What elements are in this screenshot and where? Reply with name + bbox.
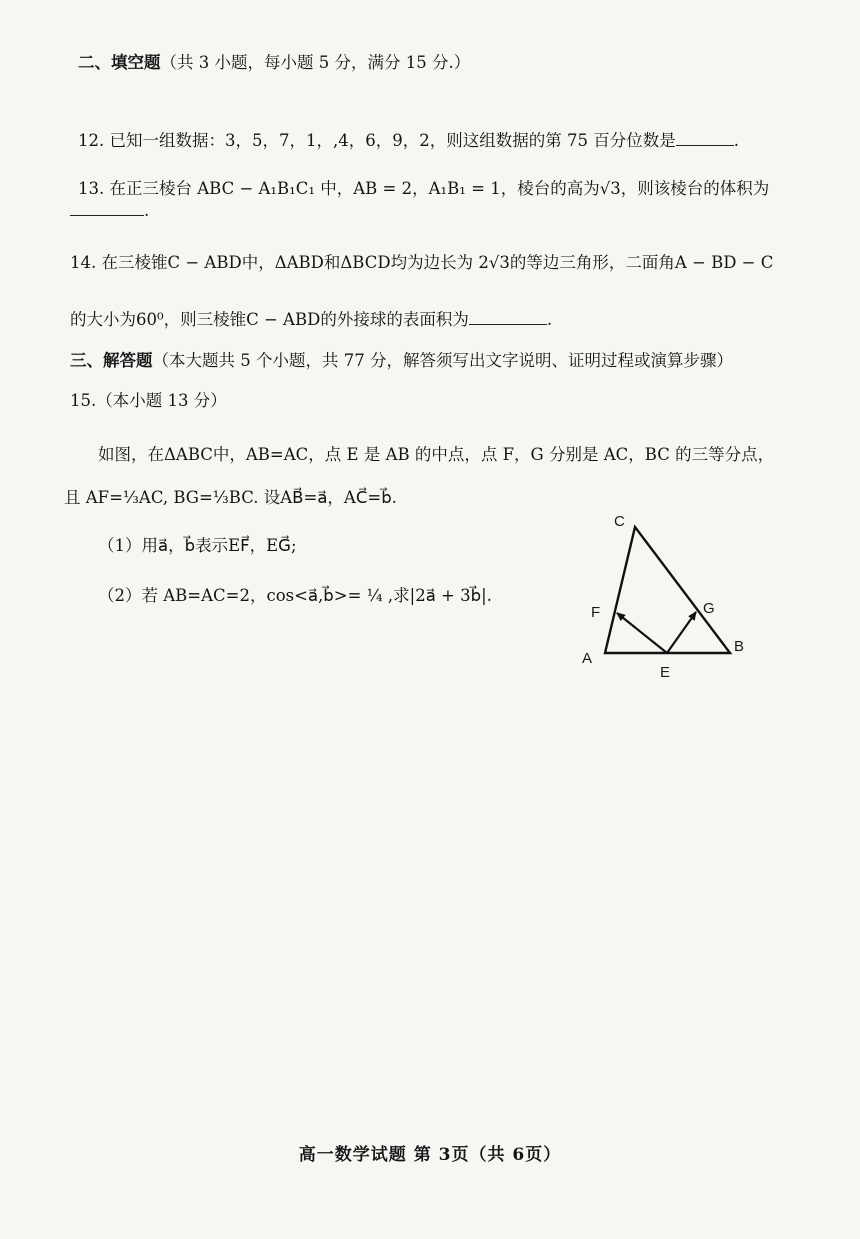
answer-blank[interactable] — [469, 310, 547, 325]
triangle-figure — [570, 505, 760, 685]
question-text: 13. 在正三棱台 ABC − A₁B₁C₁ 中，AB = 2，A₁B₁ = 1，棱台的高为√3，则该棱台的体积为 — [78, 179, 770, 198]
question-header: 15.（本小题 13 分） — [70, 391, 227, 410]
section-note: （本大题共 5 个小题，共 77 分，解答须写出文字说明、证明过程或演算步骤） — [152, 351, 733, 370]
question-12 — [78, 130, 739, 152]
section-solve — [70, 350, 733, 372]
question-text: 12. 已知一组数据：3，5，7，1，,4，6，9，2，则这组数据的第 75 百分位数是 — [78, 131, 676, 150]
question-text: 的大小为60⁰，则三棱锥C − ABD的外接球的表面积为 — [70, 310, 469, 329]
section-note: （共 3 小题，每小题 5 分，满分 15 分.） — [160, 53, 471, 72]
label-e: E — [660, 664, 671, 681]
label-c: C — [614, 513, 625, 530]
punct: . — [546, 310, 553, 329]
question-text: 且 AF=⅓AC, BG=⅓BC. 设AB⃗=a⃗，AC⃗=b⃗. — [64, 488, 397, 507]
question-14 — [70, 252, 773, 274]
question-text: 如图，在ΔABC中，AB=AC，点 E 是 AB 的中点，点 F，G 分别是 AC，BC 的三等分点， — [98, 445, 775, 464]
question-14-line2 — [70, 309, 552, 331]
question-15-stem1 — [98, 444, 774, 466]
question-15-part1 — [98, 535, 297, 557]
triangle-abc — [605, 527, 730, 653]
section-fill-blank — [78, 52, 470, 74]
label-a: A — [582, 650, 593, 667]
question-13 — [78, 178, 769, 200]
question-15-stem2 — [64, 487, 397, 509]
label-g: G — [703, 600, 715, 617]
section-heading: 三、解答题 — [70, 351, 153, 370]
question-15-header — [70, 390, 227, 412]
question-part: （2）若 AB=AC=2，cos<a⃗,b⃗>= ¼ ,求|2a⃗ + 3b⃗|. — [98, 586, 492, 605]
question-13-blank-line — [70, 200, 149, 222]
question-part: （1）用a⃗，b⃗表示EF⃗，EG⃗; — [98, 536, 297, 555]
vector-eg — [667, 612, 696, 653]
label-b: B — [734, 638, 745, 655]
label-f: F — [591, 604, 601, 621]
punct: . — [733, 131, 739, 150]
section-heading: 二、填空题 — [78, 53, 161, 72]
answer-blank[interactable] — [676, 131, 734, 146]
question-15-part2 — [98, 585, 492, 607]
question-text: 14. 在三棱锥C − ABD中，ΔABD和ΔBCD均为边长为 2√3的等边三角形，二面角A − BD − C — [70, 253, 774, 272]
vector-ef — [617, 613, 667, 653]
page-footer: 高一数学试题 第 3页（共 6页） — [298, 1145, 562, 1165]
answer-blank[interactable] — [70, 201, 144, 216]
punct: . — [144, 201, 150, 220]
